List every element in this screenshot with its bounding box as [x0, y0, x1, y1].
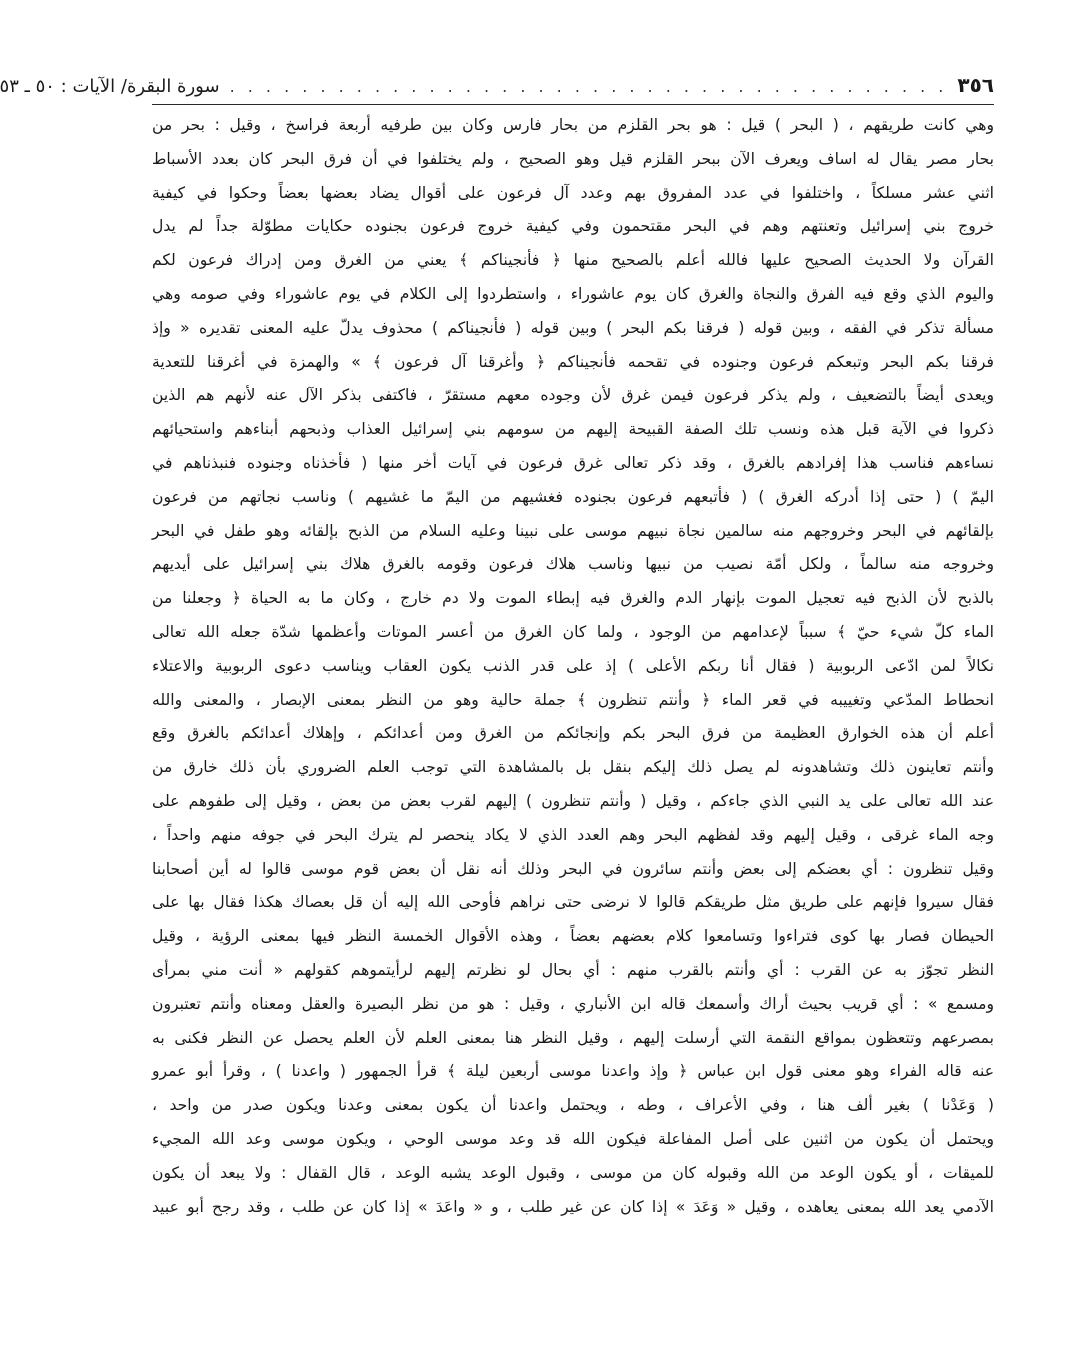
text-line: الآدمي يعد الله بمعنى يعاهده ، وقيل « وَعَدَ » إذا كان عن غير طلب ، و « واعَدَ » إذا كان عن طلب ، وقد رجح أبو عبيد [152, 1197, 994, 1216]
text-line: الماء كلّ شيء حيّ ﴾ سبباً لإعدامهم من الوجود ، ولما كان الغرق من أعسر الموتات وأعظمها شدّة جعله الله تعالى [152, 622, 994, 641]
text-line: واليوم الذي وقع فيه الفرق والنجاة والغرق كان يوم عاشوراء ، واستطردوا إلى الكلام في يوم عاشوراء وفي صومه وهي [152, 284, 994, 303]
text-line: ذكروا في الآية قبل هذه ونسب تلك الصفة القبيحة إليهم من سومهم بني إسرائيل العذاب وذبحهم أبناءهم واستحيائهم [152, 420, 994, 439]
text-line: عنه قاله الفراء وهو معنى قول ابن عباس ﴿ وإذ واعدنا موسى أربعين ليلة ﴾ قرأ الجمهور ( واعدنا ) ، وقرأ أبو عمرو [152, 1062, 994, 1081]
text-line: ومسمع » : أي قريب بحيث أراك وأسمعك قاله ابن الأنباري ، وقيل : هو من نظر البصيرة والعقل ومعناه وأنتم تعتبرون [152, 994, 994, 1013]
text-line: وهي كانت طريقهم ، ( البحر ) قيل : هو بحر القلزم من بحار فارس وكان بين طرفيه أربعة فراسخ ، وقيل : بحر من [152, 116, 994, 134]
text-line: بالذبح لأن الذبح فيه تعجيل الموت بإنهار الدم والغرق فيه إبطاء الموت ولا دم خارج ، وكان ما به الحياة ﴿ وجعلنا من [152, 589, 994, 608]
text-line: للميقات ، أو يكون الوعد من الله وقبوله كان من موسى ، وقبول الوعد يشبه الوعد ، قال القفال : ولا يبعد أن يكون [152, 1163, 994, 1182]
text-line: بإلقائهم في البحر وخروجهم منه سالمين نجاة نبيهم موسى على نبينا وعليه السلام من الذبح بإلقائه وهو طفل في البحر [152, 521, 994, 540]
text-line: خروج بني إسرائيل وتعنتهم وهم في البحر مقتحمون وفي كيفية خروج فرعون بجنوده حكايات مطوّلة جداً لم يدل [152, 217, 994, 236]
header-dot-leader: . . . . . . . . . . . . . . . . . . . . . . . . . . . . . . . . . . . . . . . . [229, 77, 948, 96]
text-line: وقيل تنظرون : أي بعضكم إلى بعض وأنتم سائرون في البحر وذلك أنه نقل أن بعض قوم موسى قالوا له أين أصحابنا [152, 859, 994, 878]
text-line: نكالاً لمن ادّعى الربوبية ( فقال أنا ربكم الأعلى ) إذ على قدر الذنب يكون العقاب ويناسب دعوى الربوبية والاعتلاء [152, 656, 994, 675]
page-number: ٣٥٦ [957, 73, 994, 97]
text-line: بحار مصر يقال له اساف ويعرف الآن ببحر القلزم قيل وهو الصحيح ، ولم يختلفوا في أن فرق البحر كان بعدد الأسباط [152, 149, 994, 168]
text-line: انحطاط المدّعي وتغييبه في قعر الماء ﴿ وأنتم تنظرون ﴾ جملة حالية وهو من النظر بمعنى الإبصار ، والمعنى والله [152, 690, 994, 709]
text-line: مسألة تذكر في الفقه ، وبين قوله ( فرقنا بكم البحر ) وبين قوله ( فأنجيناكم ) محذوف يدلّ عليه المعنى تقديره « وإذ [152, 318, 994, 337]
text-line: وخروجه منه سالماً ، ولكل أمّة نصيب من نبيها وناسب هلاك فرعون وقومه بالغرق هلاك بني إسرائيل على أيديهم [152, 555, 994, 574]
text-line: بمصرعهم وتتعظون بمواقع النقمة التي أرسلت إليهم ، وقيل النظر هنا بمعنى العلم لأن العلم يحصل عن النظر فكنى به [152, 1028, 994, 1047]
body-text [152, 109, 994, 1224]
text-line: فقال سيروا فإنهم على طريق مثل طريقكم قالوا لا نرضى حتى نراهم فأوحى الله إليه أن قل بعصاك هكذا فقال بها على [152, 893, 994, 912]
text-line: الحيطان فصار بها كوى فتراءوا وتسامعوا كلام بعضهم بعضاً ، وهذه الأقوال الخمسة النظر فيها بمعنى الرؤية ، وقيل [152, 927, 994, 946]
text-line: اليمّ ) ( حتى إذا أدركه الغرق ) ( فأتبعهم فرعون بجنوده فغشيهم من اليمّ ما غشيهم ) وناسب نجاتهم من فرعون [152, 487, 994, 506]
text-line: ويحتمل أن يكون من اثنين على أصل المفاعلة فيكون الله قد وعد موسى الوحي ، ويكون موسى وعد الله المجيء [152, 1129, 994, 1148]
text-line: النظر تجوّز به عن القرب : أي وأنتم بالقرب منهم : أي بحال لو نظرتم إليهم لرأيتموهم كقولهم « أنت مني بمرأى [152, 960, 994, 979]
text-line: وأنتم تعاينون ذلك وتشاهدونه لم يصل ذلك إليكم بنقل بل بالمشاهدة التي توجب العلم الضروري بأن ذلك خارق من [152, 758, 994, 777]
text-line: أعلم أن هذه الخوارق العظيمة من فرق البحر بكم وإنجائكم من الغرق ومن أعدائكم ، وإهلاك أعدائكم بالغرق وقع [152, 724, 994, 743]
text-line: ( وَعَدْنا ) بغير ألف هنا ، وفي الأعراف ، وطه ، ويحتمل واعدنا أن يكون بمعنى وعدنا ويكون صدر من واحد ، [152, 1096, 994, 1115]
text-line: نساءهم فناسب هذا إفرادهم بالغرق ، وقد ذكر تعالى غرق فرعون في آيات أخر منها ( فأخذناه وجنوده فنبذناهم في [152, 453, 994, 472]
document-page [0, 70, 994, 1310]
text-line: فرقنا بكم البحر وتبعكم فرعون وجنوده في تقحمه فأنجيناكم ﴿ وأغرقنا آل فرعون ﴾ » والهمزة في أغرقنا للتعدية [152, 352, 994, 371]
text-line: ويعدى أيضاً بالتضعيف ، ولم يذكر فرعون فيمن غرق لأن وجوده معهم مستقرّ ، فاكتفى بذكر الآل عنه لأنهم هم الذين [152, 386, 994, 405]
running-header [0, 70, 994, 105]
text-line: القرآن ولا الحديث الصحيح عليها فالله أعلم بالصحيح منها ﴿ فأنجيناكم ﴾ يعني من الغرق ومن إدراك فرعون لكم [152, 251, 994, 270]
text-line: عند الله تعالى على يد النبي الذي جاءكم ، وقيل ( وأنتم تنظرون ) إليهم لقرب بعض من بعض ، وقيل إلى طفوهم على [152, 791, 994, 810]
surah-title: سورة البقرة/ الآيات : ٥٠ ـ ٥٣ [0, 76, 220, 97]
text-line: وجه الماء غرقى ، وقيل إليهم وقد لفظهم البحر وهم العدد الذي لا يكاد ينحصر لم يترك البحر في جوفه منهم واحداً ، [152, 825, 994, 844]
text-line: اثني عشر مسلكاً ، واختلفوا في عدد المفروق بهم وعدد آل فرعون على أقوال يضاد بعضها بعضاً وحكوا في كيفية [152, 183, 994, 202]
